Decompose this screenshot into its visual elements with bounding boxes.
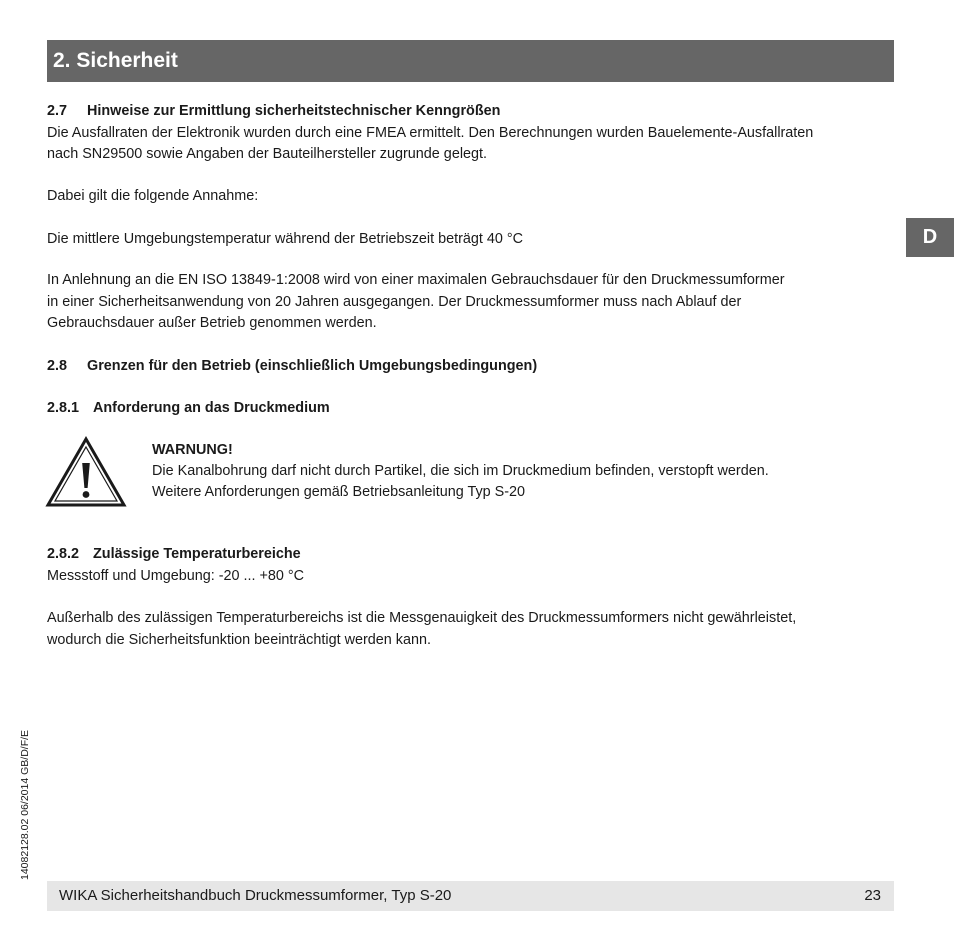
section-2-8-1-heading [47, 398, 907, 420]
section-2-8 [47, 356, 907, 378]
paragraph-line: nach SN29500 sowie Angaben der Bauteilhersteller zugrunde gelegt. [47, 146, 488, 162]
section-heading-text: Grenzen für den Betrieb (einschließlich Umgebungsbedingungen) [87, 358, 538, 374]
section-2-8-2 [47, 544, 907, 587]
paragraph-line: in einer Sicherheitsanwendung von 20 Jahren ausgegangen. Der Druckmessumformer muss nach Ablauf der [47, 293, 742, 310]
paragraph-line: Gebrauchsdauer außer Betrieb genommen werden. [47, 315, 377, 331]
paragraph: Dabei gilt die folgende Annahme: [47, 188, 259, 204]
section-heading-text: Zulässige Temperaturbereiche [93, 546, 301, 562]
section-2-8-1 [47, 398, 907, 420]
chapter-title: 2. Sicherheit [53, 49, 178, 72]
warning-line: Die Kanalbohrung darf nicht durch Partikel, die sich im Druckmedium befinden, verstopft werden. [152, 463, 769, 479]
ambient-temperature-note [47, 229, 907, 251]
language-tab [906, 218, 954, 257]
section-number: 2.8.1 [47, 400, 80, 416]
section-number: 2.7 [47, 103, 68, 119]
service-life-paragraph [47, 270, 907, 335]
assumption-intro [47, 186, 907, 208]
paragraph-line: In Anlehnung an die EN ISO 13849-1:2008 wird von einer maximalen Gebrauchsdauer für den Druckmessumformer [47, 272, 785, 288]
warning-triangle-icon [45, 436, 127, 508]
section-number: 2.8 [47, 358, 68, 374]
warning-title: WARNUNG! [152, 442, 233, 458]
footer-bar [47, 881, 894, 911]
footer-title: WIKA Sicherheitshandbuch Druckmessumformer, Typ S-20 [59, 887, 452, 904]
language-tab-label: D [922, 226, 938, 248]
document-code: 14082128.02 06/2014 GB/D/F/E [19, 729, 31, 880]
temperature-range-note [47, 608, 907, 651]
paragraph: Messstoff und Umgebung: -20 ... +80 °C [47, 567, 305, 584]
page-number: 23 [864, 887, 881, 904]
warning-line: Weitere Anforderungen gemäß Betriebsanleitung Typ S-20 [152, 484, 526, 500]
section-2-7 [47, 101, 907, 166]
paragraph-line: Die Ausfallraten der Elektronik wurden durch eine FMEA ermittelt. Den Berechnungen wurden Bauelemente-Ausfallraten [47, 124, 814, 141]
warning-block [152, 440, 872, 503]
section-2-8-2-heading [47, 544, 907, 566]
section-2-8-heading [47, 356, 907, 378]
chapter-header-bar [47, 40, 894, 82]
section-number: 2.8.2 [47, 546, 80, 562]
section-heading-text: Anforderung an das Druckmedium [93, 400, 330, 416]
paragraph-line: wodurch die Sicherheitsfunktion beeinträchtigt werden kann. [47, 631, 431, 648]
section-heading-text: Hinweise zur Ermittlung sicherheitstechnischer Kenngrößen [87, 103, 501, 119]
paragraph-line: Außerhalb des zulässigen Temperaturbereichs ist die Messgenauigkeit des Druckmessumformers nicht gewährleistet, [47, 610, 797, 626]
paragraph: Die mittlere Umgebungstemperatur während der Betriebszeit beträgt 40 °C [47, 231, 524, 247]
section-2-7-heading [47, 101, 907, 123]
